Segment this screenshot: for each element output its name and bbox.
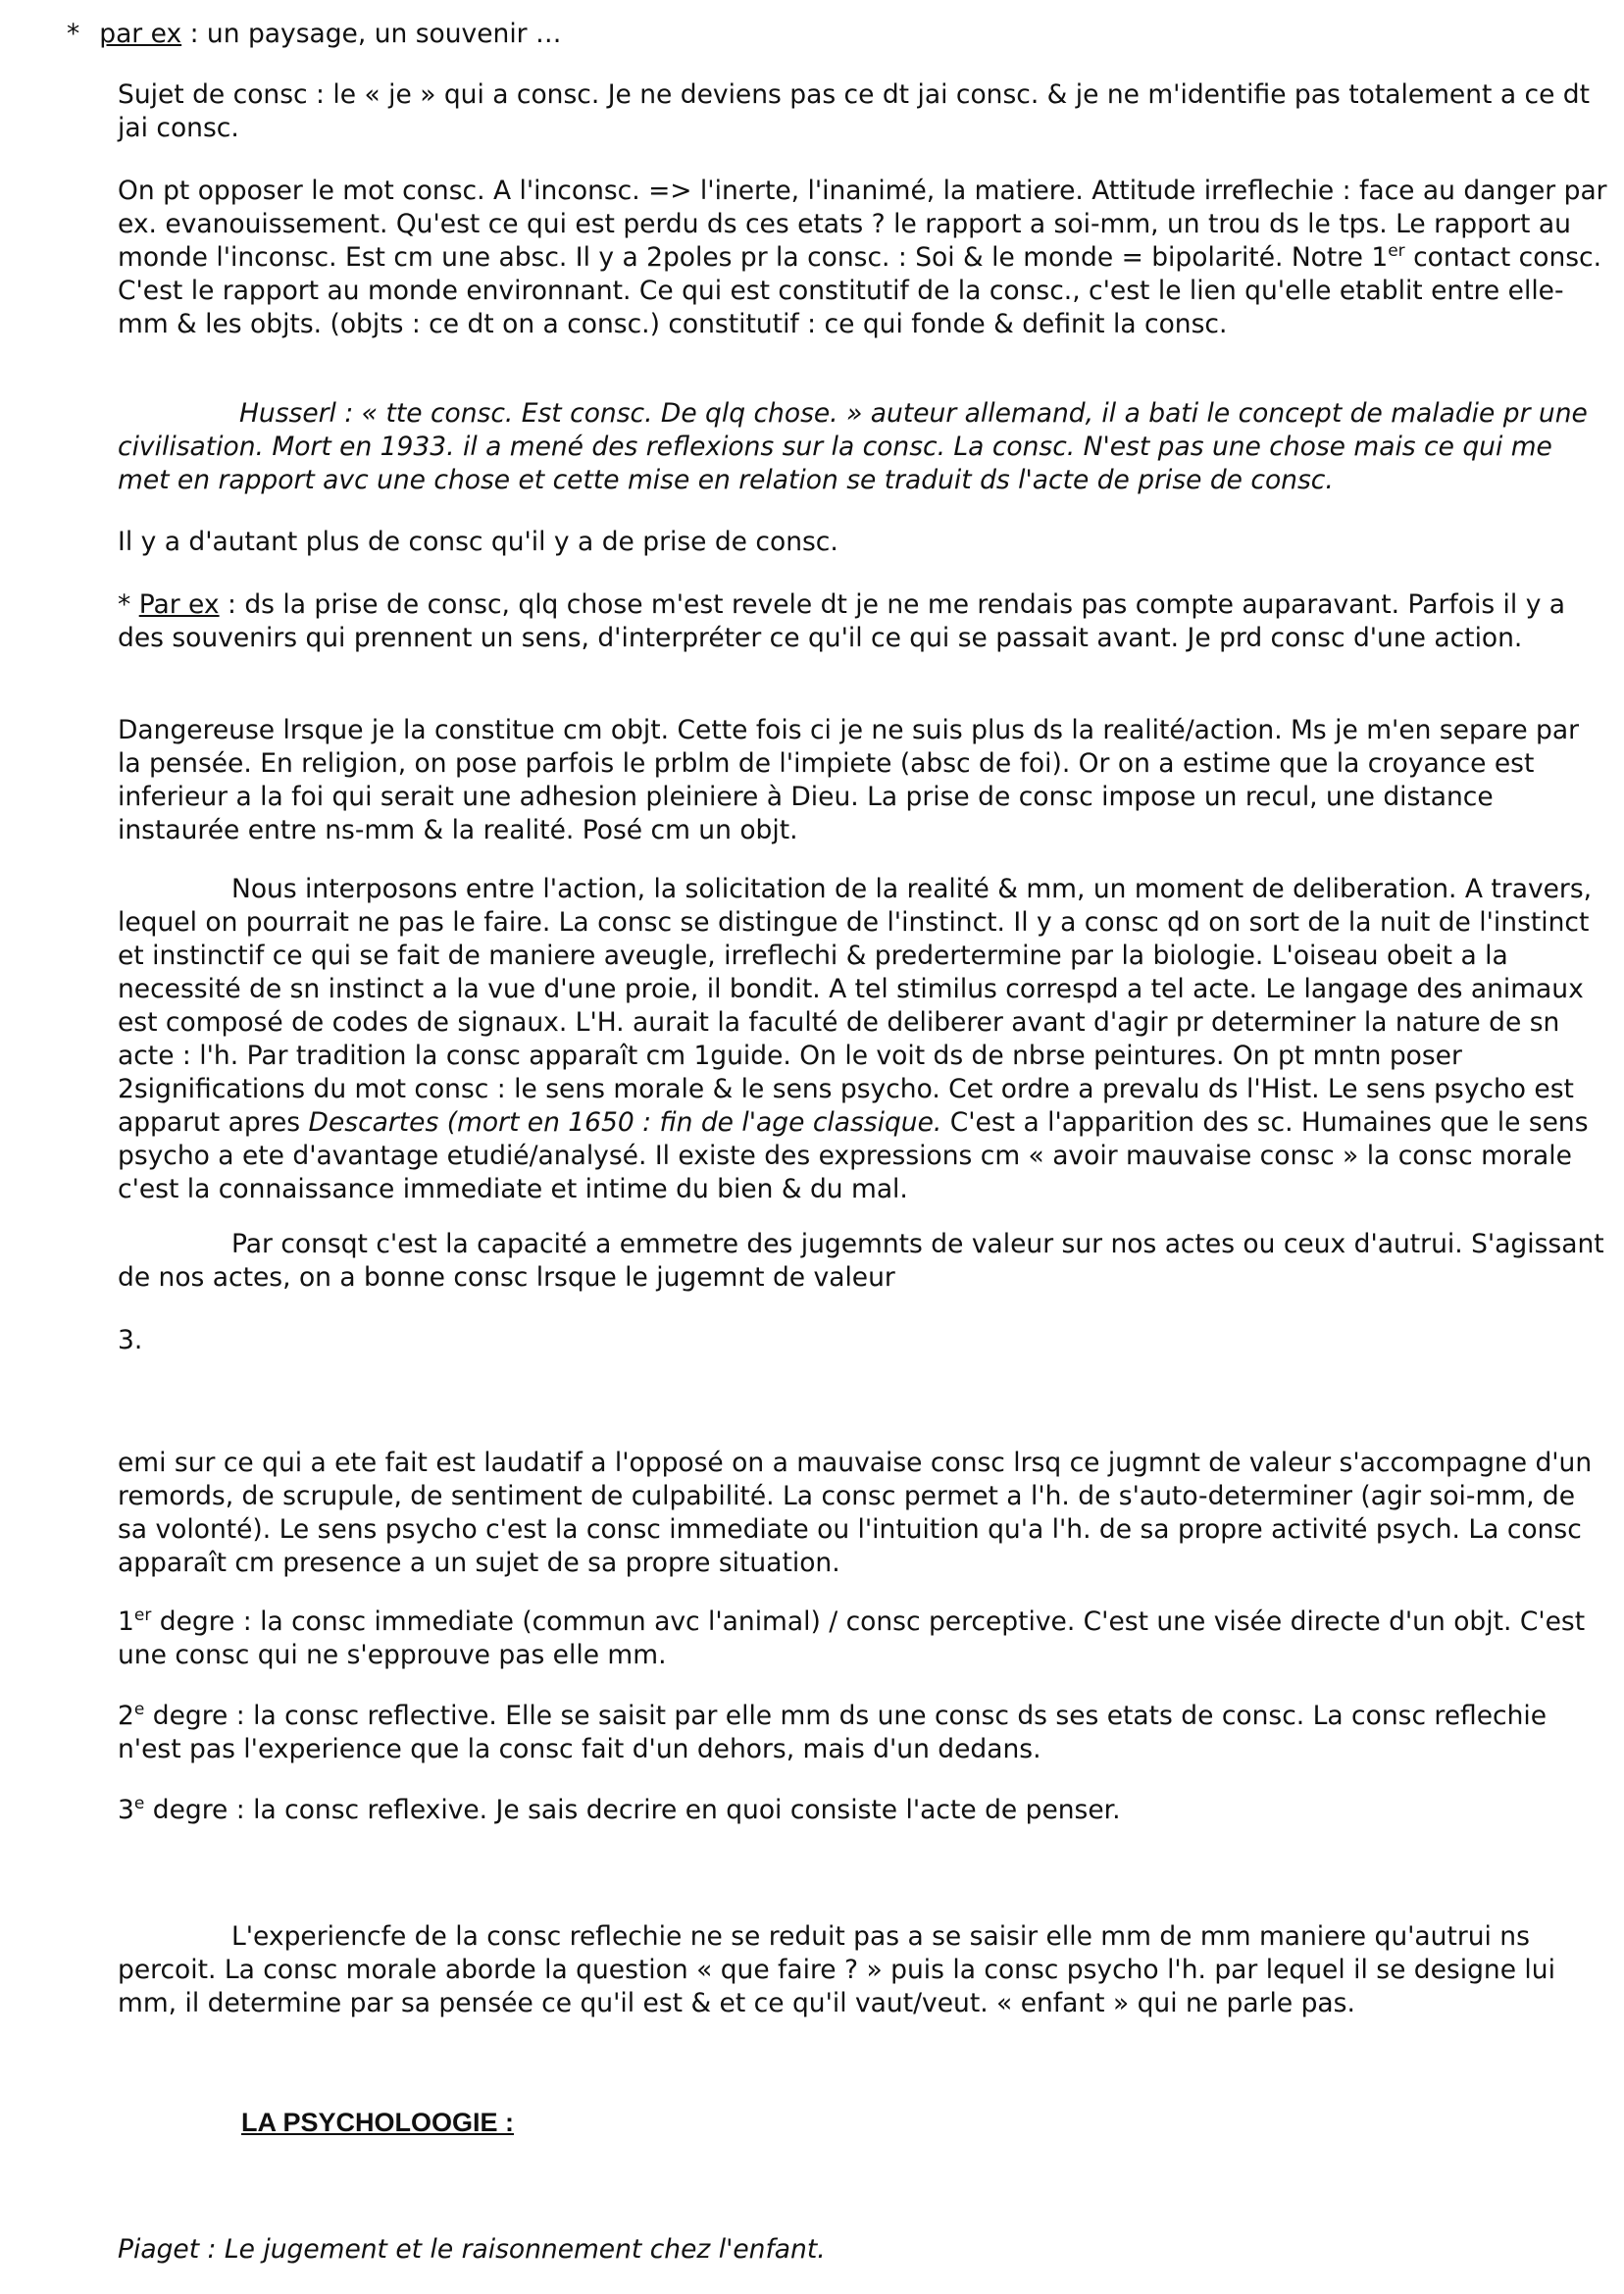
degree-2-text: degre : la consc reflective. Elle se saisit par elle mm ds une consc ds ses etats de consc. La consc reflechie n'est pas l'experience que la consc fait d'un dehors, mais d'un dedans. bbox=[118, 1701, 1548, 1764]
page-number: 3. bbox=[118, 1325, 143, 1355]
degree-number-1: 1 bbox=[118, 1606, 134, 1637]
degree-1-text: degre : la consc immediate (commun avc l'animal) / consc perceptive. C'est une visée directe d'un objt. C'est une consc qui ne s'epprouve pas elle mm. bbox=[118, 1606, 1586, 1670]
bullet-star-2: * bbox=[118, 589, 139, 620]
paragraph-degre-1 bbox=[118, 1606, 1608, 1672]
superscript-e-2: e bbox=[133, 1700, 145, 1719]
paragraph-sujet: Sujet de consc : le « je » qui a consc. Je ne deviens pas ce dt jai consc. & je ne m'identifie pas totalement a ce dt jai consc. bbox=[118, 79, 1591, 143]
paragraph-husserl: Husserl : « tte consc. Est consc. De qlq chose. » auteur allemand, il a bati le concept de maladie pr une civilisation. Mort en 1933. il a mené des reflexions sur la consc. La consc. N'est pas une chose mais ce qui me met en rapport avc une chose et cette mise en relation se traduit ds l'acte de prise de consc. bbox=[118, 398, 1588, 495]
par-ex-label-2: Par ex bbox=[138, 589, 220, 620]
paragraph-par-ex bbox=[118, 588, 1608, 655]
paragraph-piaget: Piaget : Le jugement et le raisonnement chez l'enfant. bbox=[118, 2234, 826, 2265]
paragraph-inconscient-part2: contact consc. C'est le rapport au monde environnant. Ce qui est constitutif de la consc., c'est le lien qu'elle etablit entre elle-mm & les objts. (objts : ce dt on a consc.) constitutif : ce qui fonde & definit la consc. bbox=[118, 242, 1602, 339]
paragraph-degre-2 bbox=[118, 1700, 1608, 1766]
paragraph-inconscient bbox=[118, 175, 1608, 341]
paragraph-par-ex-text: : ds la prise de consc, qlq chose m'est revele dt je ne me rendais pas compte auparavant. Parfois il y a des souvenirs qui prennent un sens, d'interpréter ce qu'il ce qui se passait avant. Je prd consc d'une action. bbox=[118, 589, 1566, 653]
superscript-er: er bbox=[1388, 241, 1405, 261]
paragraph-deliberation-part2: C'est a l'apparition des sc. Humaines que le sens psycho a ete d'avantage etudié/analysé. Il existe des expressions cm « avoir mauvaise consc » la consc morale c'est la connaissance immediate et intime du bien & du mal. bbox=[118, 1107, 1589, 1204]
intro-example-text: : un paysage, un souvenir … bbox=[181, 19, 562, 49]
paragraph-degre-3 bbox=[118, 1794, 1608, 1827]
intro-example-line bbox=[67, 18, 1557, 51]
par-ex-label: par ex bbox=[99, 19, 182, 49]
paragraph-prise-de-consc: Il y a d'autant plus de consc qu'il y a de prise de consc. bbox=[118, 527, 838, 557]
paragraph-deliberation bbox=[118, 873, 1608, 1206]
superscript-e-3: e bbox=[133, 1794, 145, 1813]
paragraph-inconscient-part1: On pt opposer le mot consc. A l'inconsc. => l'inerte, l'inanimé, la matiere. Attitude irreflechie : face au danger par ex. evanouissement. Qu'est ce qui est perdu ds ces etats ? le rapport a soi-mm, un trou ds le tps. Le rapport au monde l'inconsc. Est cm une absc. Il y a 2poles pr la consc. : Soi & le monde = bipolarité. Notre 1 bbox=[118, 176, 1607, 273]
degree-number-3: 3 bbox=[118, 1795, 134, 1825]
degree-number-2: 2 bbox=[118, 1701, 134, 1731]
descartes-italic: Descartes (mort en 1650 : fin de l'age classique. bbox=[308, 1107, 942, 1138]
superscript-er-2: er bbox=[133, 1606, 152, 1625]
bullet-star: * bbox=[67, 19, 80, 49]
paragraph-dangereuse: Dangereuse lrsque je la constitue cm objt. Cette fois ci je ne suis plus ds la realité/action. Ms je m'en separe par la pensée. En religion, on pose parfois le prblm de l'impiete (absc de foi). Or on a estime que la croyance est inferieur a la foi qui serait une adhesion pleiniere à Dieu. La prise de consc impose un recul, une distance instaurée entre ns-mm & la realité. Posé cm un objt. bbox=[118, 715, 1580, 845]
section-heading-psychologie: LA PSYCHOLOOGIE : bbox=[241, 2108, 515, 2137]
paragraph-experience: L'experiencfe de la consc reflechie ne se reduit pas a se saisir elle mm de mm maniere qu'autrui ns percoit. La consc morale aborde la question « que faire ? » puis la consc psycho l'h. par lequel il se designe lui mm, il determine par sa pensée ce qu'il est & et ce qu'il vaut/veut. « enfant » qui ne parle pas. bbox=[118, 1921, 1555, 2018]
paragraph-laudatif: emi sur ce qui a ete fait est laudatif a l'opposé on a mauvaise consc lrsq ce jugmnt de valeur s'accompagne d'un remords, de scrupule, de sentiment de culpabilité. La consc permet a l'h. de s'auto-determiner (agir soi-mm, de sa volonté). Le sens psycho c'est la consc immediate ou l'intuition qu'a l'h. de sa propre activité psych. La consc apparaît cm presence a un sujet de sa propre situation. bbox=[118, 1448, 1593, 1578]
paragraph-deliberation-part1: Nous interposons entre l'action, la solicitation de la realité & mm, un moment de deliberation. A travers, lequel on pourrait ne pas le faire. La consc se distingue de l'instinct. Il y a consc qd on sort de la nuit de l'instinct et instinctif ce qui se fait de maniere aveugle, irreflechi & predertermine par la biologie. L'oiseau obeit a la necessité de sn instinct a la vue d'une proie, il bondit. A tel stimilus correspd a tel acte. Le langage des animaux est composé de codes de signaux. L'H. aurait la faculté de deliberer avant d'agir pr determiner la nature de sn acte : l'h. Par tradition la consc apparaît cm 1guide. On le voit ds de nbrse peintures. On pt mntn poser 2significations du mot consc : le sens morale & le sens psycho. Cet ordre a prevalu ds l'Hist. Le sens psycho est apparut apres bbox=[118, 874, 1593, 1138]
paragraph-par-consqt: Par consqt c'est la capacité a emmetre des jugemnts de valeur sur nos actes ou ceux d'autrui. S'agissant de nos actes, on a bonne consc lrsque le jugemnt de valeur bbox=[118, 1229, 1604, 1293]
degree-3-text: degre : la consc reflexive. Je sais decrire en quoi consiste l'acte de penser. bbox=[144, 1795, 1121, 1825]
